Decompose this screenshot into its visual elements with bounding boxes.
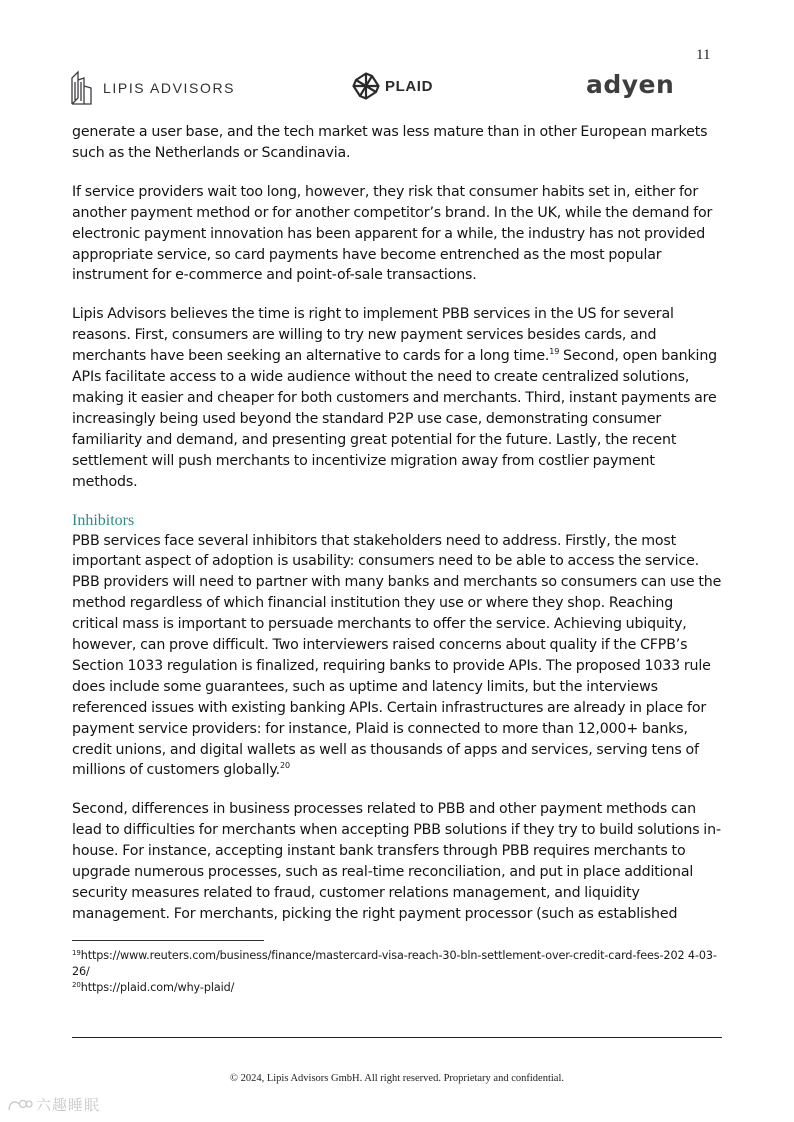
footnote-link[interactable]: https://plaid.com/why-plaid/ xyxy=(80,981,235,994)
footer-copyright: © 2024, Lipis Advisors GmbH. All right reserved. Proprietary and confidential. xyxy=(229,1073,564,1084)
footnote-19 xyxy=(72,948,724,980)
paragraph-inhibitors-text: PBB services face several inhibitors that stakeholders need to address. Firstly, the most important aspect of adoption is usability: consumers need to be able to access the service. PBB providers will need to partner with many banks and merchants so consumers can use the method regardless of which financial institution they use or where they shop. Reaching critical mass is important to persuade merchants to offer the service. Achieving ubiquity, however, can prove difficult. Two interviewers raised concerns about quality if the CFPB’s Section 1033 regulation is finalized, requiring banks to provide APIs. The proposed 1033 rule does include some guarantees, such as uptime and latency limits, but the interviews referenced issues with existing banking APIs. Certain infrastructures are already in place for payment service providers: for instance, Plaid is connected to more than 12,000+ banks, credit unions, and digital wallets as well as thousands of apps and services, serving tens of millions of customers globally. xyxy=(72,532,722,779)
paragraph-business-processes: Second, differences in business processes related to PBB and other payment methods can lead to difficulties for merchants when accepting PBB solutions if they try to build solutions in-house. For instance, accepting instant bank transfers through PBB requires merchants to upgrade numerous processes, such as real-time reconciliation, and put in place additional security measures related to fraud, customer relations management, and liquidity management. For merchants, picking the right payment processor (such as established xyxy=(72,801,721,922)
plaid-logo xyxy=(352,72,433,100)
adyen-logo-text: adyen xyxy=(586,70,675,99)
paragraph-consumer-habits: If service providers wait too long, however, they risk that consumer habits set in, either for another payment method or for another competitor’s brand. In the UK, while the demand for electronic payment innovation has been apparent for a while, the industry has not provided appropriate service, so card payments have become entrenched as the most popular instrument for e-commerce and point-of-sale transactions. xyxy=(72,183,713,284)
plaid-pattern-icon xyxy=(352,72,380,100)
footnote-link[interactable]: https://www.reuters.com/business/finance/mastercard-visa-reach-30-bln-settlement-over-credit-card-fees-202 4-03-26/ xyxy=(72,949,717,978)
paragraph-timing-part2: Second, open banking APIs facilitate access to a wide audience without the need to create centralized solutions, making it easier and cheaper for both customers and merchants. Third, instant payments are increasingly being used beyond the standard P2P use case, demonstrating consumer familiarity and demand, and presenting great potential for the future. Lastly, the recent settlement will push merchants to incentivize migration away from costlier payment methods. xyxy=(72,348,718,490)
watermark xyxy=(7,1094,100,1115)
plaid-logo-text: PLAID xyxy=(385,77,433,95)
paragraph-continuation: generate a user base, and the tech market was less mature than in other European markets such as the Netherlands or Scandinavia. xyxy=(72,124,708,161)
footnote-mark: 20 xyxy=(72,981,81,989)
lipis-building-icon xyxy=(70,70,94,106)
footer-divider xyxy=(72,1037,722,1038)
footnote-ref-19: 19 xyxy=(549,347,560,357)
header-logos xyxy=(0,68,794,108)
footnote-mark: 19 xyxy=(72,949,81,957)
watermark-logo-icon xyxy=(7,1098,33,1112)
section-heading-inhibitors: Inhibitors xyxy=(72,511,135,529)
page-number: 11 xyxy=(696,47,711,63)
paragraph-inhibitors-usability xyxy=(72,531,722,782)
paragraph-timing-part1: Lipis Advisors believes the time is right to implement PBB services in the US for several reasons. First, consumers are willing to try new payment services besides cards, and merchants have been seeking an alternative to cards for a long time. xyxy=(72,306,674,365)
footnote-ref-20: 20 xyxy=(280,761,290,771)
paragraph-timing xyxy=(72,304,722,492)
footnotes xyxy=(72,940,724,996)
footnote-20 xyxy=(72,980,724,996)
adyen-logo xyxy=(586,70,674,100)
footnote-divider xyxy=(72,940,264,941)
lipis-logo-text: LIPIS ADVISORS xyxy=(103,80,236,96)
main-content xyxy=(72,122,722,925)
watermark-text: 六趣睡眠 xyxy=(36,1096,101,1114)
lipis-advisors-logo xyxy=(70,70,235,106)
